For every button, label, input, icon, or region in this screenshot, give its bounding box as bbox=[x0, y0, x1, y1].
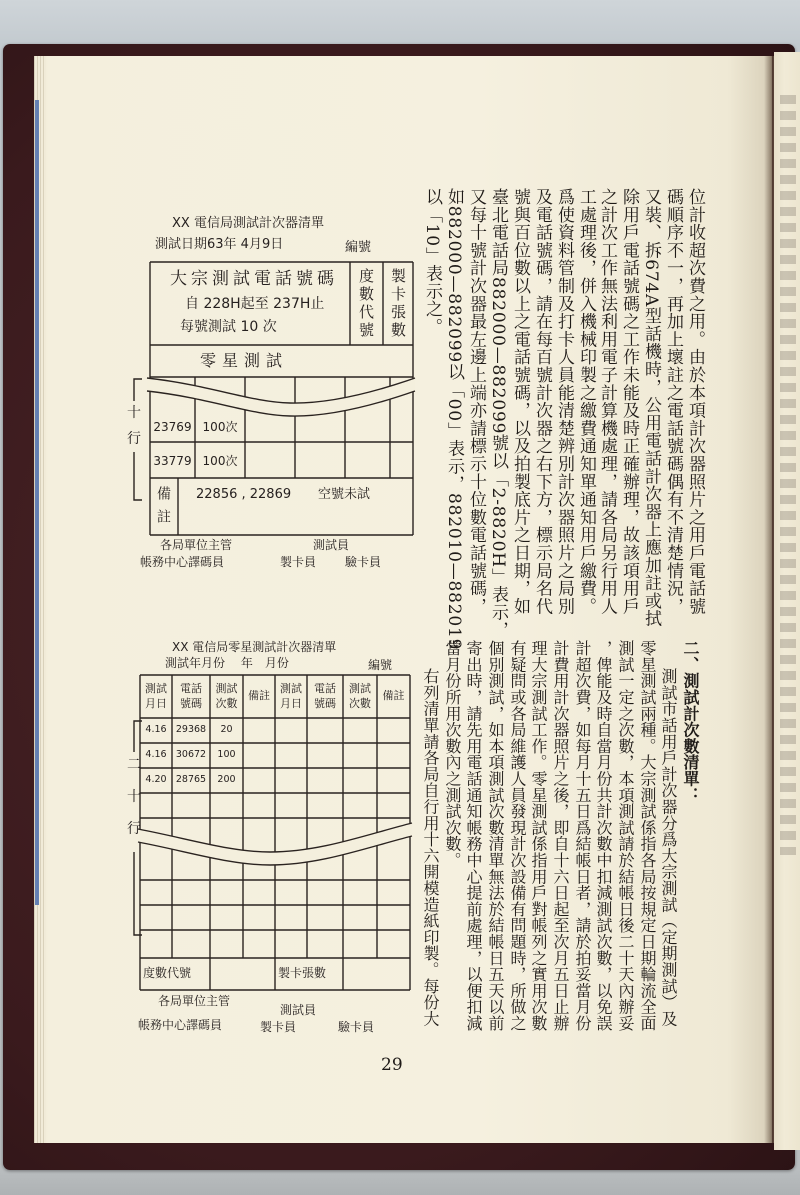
form2-cell-number: 30672 bbox=[175, 749, 207, 761]
header-line: 電話 bbox=[180, 682, 202, 696]
text-column: 碼順序不一，再加上壞註之電話號碼偶有不清楚情況， bbox=[663, 188, 683, 616]
text-column: 右列清單請各局自行用十六開模造紙印製。每份大 bbox=[421, 668, 440, 1027]
text-column: 寄出時，請先用電話通知帳務中心提前處理，以便扣減 bbox=[464, 640, 483, 1032]
header-line: 測試 bbox=[280, 682, 302, 696]
form2-serial-label: 編號 bbox=[368, 658, 393, 672]
header-line: 測試 bbox=[349, 682, 371, 696]
header-line: 月日 bbox=[280, 696, 302, 710]
text-column: 又裝、拆674A型話機時，公用電話計次器上應加註或拭 bbox=[641, 188, 661, 628]
form2-cell-count: 20 bbox=[220, 724, 233, 736]
header-line: 次數 bbox=[215, 696, 238, 710]
form2-header-remarks bbox=[243, 675, 275, 718]
text-column: 號與百位數以上之電話號碼，以及拍製底片之日期，如 bbox=[510, 188, 530, 616]
header-line: 次數 bbox=[349, 696, 371, 710]
text-column: 測試市話用戶計次器分爲大宗測試（定期測試）及 bbox=[659, 668, 678, 1027]
text-column: 以「10」表示之。 bbox=[422, 188, 442, 336]
form1-remarks-note: 空號未試 bbox=[318, 487, 371, 502]
form1-remarks-numbers: 22856 , 22869 bbox=[196, 487, 292, 502]
form2-bracket-label: 二 bbox=[127, 757, 141, 773]
text-column: 及電話號碼，請在每百號計次器之右下方，標示局名代 bbox=[532, 188, 552, 616]
form2-title: XX 電信局零星測試計次器清單 bbox=[172, 640, 337, 654]
header-line: 測試 bbox=[145, 682, 167, 696]
header-line: 號碼 bbox=[180, 696, 202, 710]
form2-card-count-label: 製卡張數 bbox=[278, 966, 327, 980]
form2-cell-date: 4.16 bbox=[145, 749, 167, 761]
section-heading: 二、測試計次數清單： bbox=[681, 640, 700, 803]
text-column: 除用戶電話號碼之工作未能及時正確辦理，故該項用戶 bbox=[619, 188, 639, 616]
form2-signature-decoder: 帳務中心譯碼員 bbox=[138, 1018, 223, 1032]
text-column: 計超次費，如每月十五日爲結帳日者，請於拍妥當月份 bbox=[573, 640, 592, 1032]
form2-cell-count: 200 bbox=[217, 774, 236, 786]
text-column: 測試一定之次數，本項測試請於結帳日後二十天內辦妥 bbox=[616, 640, 635, 1032]
form2-cell-date: 4.16 bbox=[145, 724, 167, 736]
form1-title: XX 電信局測試計次器清單 bbox=[172, 216, 324, 231]
text-column: 計費用計次器照片之後，即自十六日起至次月五日止辦 bbox=[551, 640, 570, 1032]
text-column: 位計收超次費之用。由於本項計次器照片之用戶電話號 bbox=[685, 188, 705, 616]
form2-header-date bbox=[140, 675, 172, 718]
form1-row-count: 100次 bbox=[202, 454, 238, 469]
form2-test-period: 測試年月份 年 月份 bbox=[165, 656, 289, 670]
text-column: 爲使資料管制及打卡人員能清楚辨別計次器照片之局別 bbox=[554, 188, 574, 616]
text-column: 臺北電話局882000—882099號以「2-8820H」表示， bbox=[488, 188, 508, 640]
form1-bulk-title: 大宗測試電話號碼 bbox=[170, 269, 338, 289]
text-column: 之計次工作無法利用電子計算機處理，請各局另行用人 bbox=[597, 188, 617, 616]
form2-cell-number: 29368 bbox=[175, 724, 207, 736]
form2-meter-code-label: 度數代號 bbox=[143, 966, 192, 980]
form2-signature-card-maker: 製卡員 bbox=[260, 1020, 297, 1034]
form1-spot-title: 零星測試 bbox=[200, 351, 289, 370]
text-column: 如882000—882099以「00」表示，882010—882019 bbox=[444, 188, 464, 651]
form1-row-count: 100次 bbox=[202, 420, 238, 435]
form2-header-date bbox=[275, 675, 307, 718]
form2-signature-card-checker: 驗卡員 bbox=[338, 1020, 375, 1034]
form2-header-count bbox=[343, 675, 377, 718]
form1-bulk-range: 自 228H起至 237H止 bbox=[185, 296, 325, 312]
form2-bracket-label: 十 bbox=[127, 789, 141, 805]
text-column: 零星測試兩種。大宗測試係指各局按規定日期輪流全面 bbox=[638, 640, 657, 1032]
form2-cell-date: 4.20 bbox=[145, 774, 167, 786]
form2-header-number bbox=[172, 675, 210, 718]
form2-signature-tester: 測試員 bbox=[280, 1003, 317, 1017]
form2-signature-supervisor: 各局單位主管 bbox=[158, 994, 231, 1008]
text-column: ，俾能及時自當月份共計次數中扣減測試次數，以免誤 bbox=[594, 640, 613, 1032]
form1-bracket-label: 十 bbox=[127, 405, 141, 421]
form2-cell-count: 100 bbox=[217, 749, 236, 761]
text-column: 個別測試，如本項測試次數清單無法於結帳日五天以前 bbox=[486, 640, 505, 1032]
header-line: 月日 bbox=[145, 696, 167, 710]
header-line: 測試 bbox=[215, 682, 238, 696]
form1-remarks-label: 備註 bbox=[155, 486, 171, 532]
header-line: 號碼 bbox=[314, 696, 336, 710]
text-column: 當月份所用次數內之測試次數。 bbox=[443, 640, 462, 869]
header-line: 備註 bbox=[382, 689, 405, 703]
form1-signature-supervisor: 各局單位主管 bbox=[160, 538, 233, 552]
form1-card-count-label: 製卡張數 bbox=[389, 268, 407, 340]
form1-test-date: 測試日期63年 4月9日 bbox=[155, 237, 284, 252]
form1-meter-code-label: 度數代號 bbox=[357, 268, 375, 340]
form1-signature-tester: 測試員 bbox=[313, 538, 350, 552]
form1-bracket-label: 行 bbox=[127, 431, 141, 447]
form1-signature-decoder: 帳務中心譯碼員 bbox=[140, 555, 225, 569]
text-column: 又每十號計次器最左邊上端亦請標示十位數電話號碼， bbox=[466, 188, 486, 616]
form1-signature-card-checker: 驗卡員 bbox=[345, 555, 382, 569]
form2-header-count bbox=[210, 675, 243, 718]
form2-bracket-label: 行 bbox=[127, 821, 141, 837]
page-number: 29 bbox=[381, 1055, 403, 1075]
form2-cell-number: 28765 bbox=[175, 774, 207, 786]
form2-header-remarks bbox=[377, 675, 410, 718]
text-column: 理大宗測試工作。零星測試係指用戶對帳列之實用次數 bbox=[529, 640, 548, 1032]
form1-row-number: 23769 bbox=[153, 420, 192, 435]
form1-bulk-count: 每號測試 10 次 bbox=[180, 319, 277, 335]
header-line: 備註 bbox=[248, 689, 270, 703]
text-column: 有疑問或各局維護人員發現計次設備有問題時，所做之 bbox=[508, 640, 527, 1032]
form1-serial-label: 編號 bbox=[345, 240, 372, 255]
text-column: 工處理後，併入機械印製之繳費通知單通知用戶繳費。 bbox=[576, 188, 596, 616]
form2-header-number bbox=[307, 675, 343, 718]
form1-signature-card-maker: 製卡員 bbox=[280, 555, 317, 569]
form1-row-number: 33779 bbox=[153, 454, 192, 469]
header-line: 電話 bbox=[314, 682, 336, 696]
